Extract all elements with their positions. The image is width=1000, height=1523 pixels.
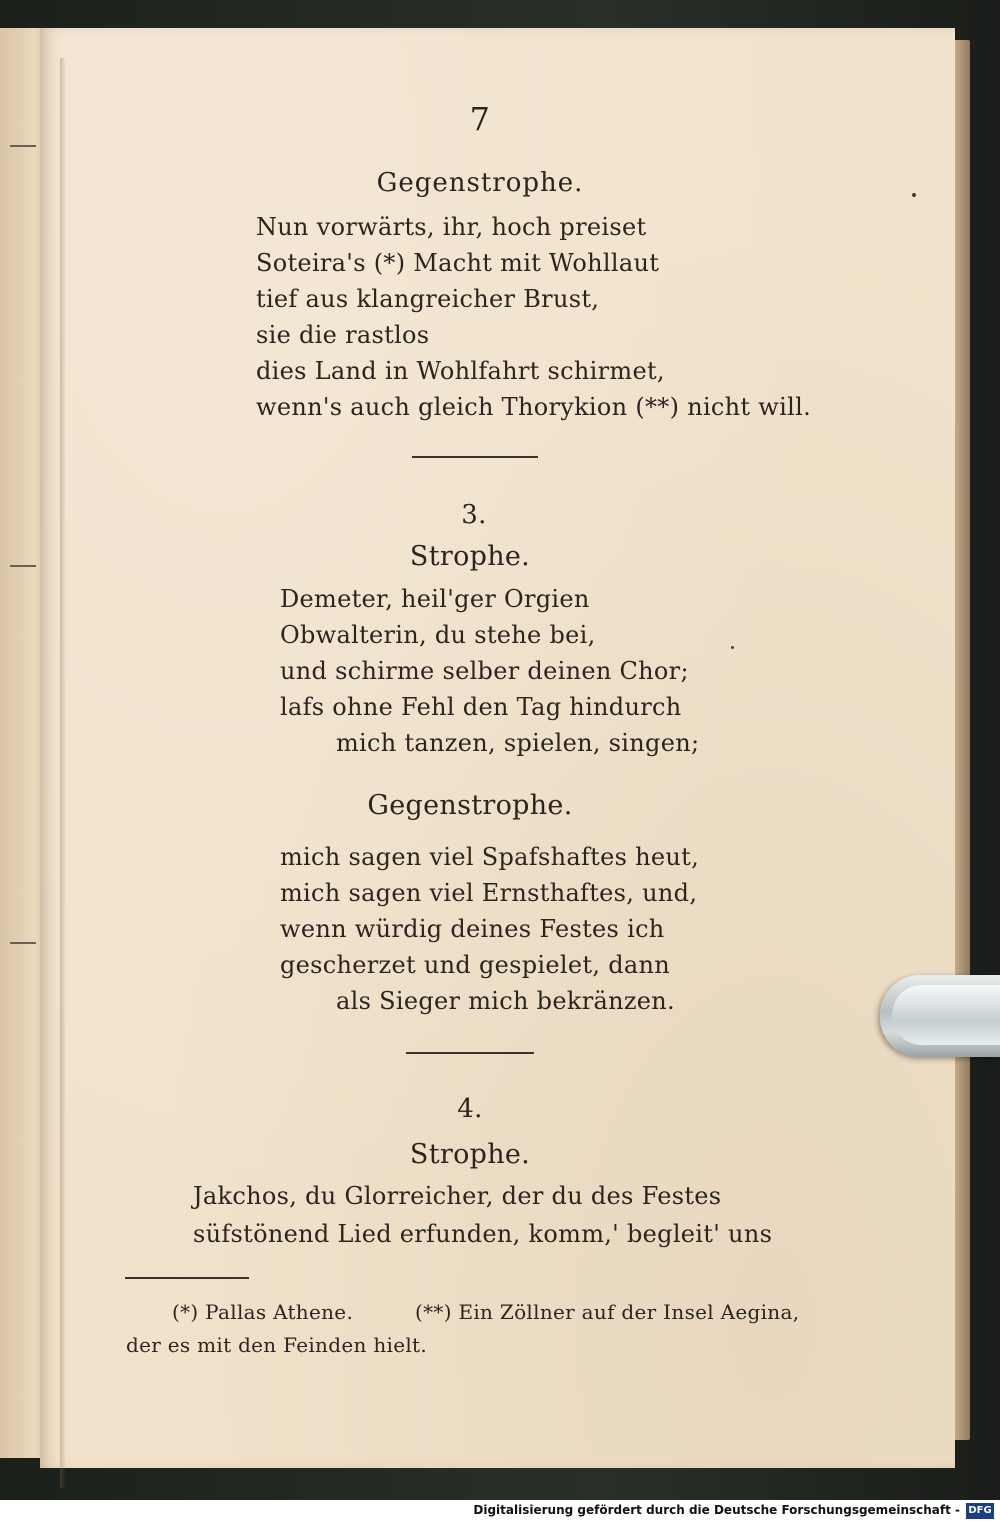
binding-gutter [60, 58, 66, 1488]
dfg-logo: DFG [966, 1503, 994, 1519]
page-number: 7 [469, 100, 491, 138]
footnote-1: (*) Pallas Athene. [172, 1300, 354, 1324]
verse-line: wenn's auch gleich Thorykion (**) nicht will. [256, 393, 811, 421]
binding-stitch [10, 942, 36, 944]
verse-line: Soteira's (*) Macht mit Wohllaut [256, 249, 660, 277]
gegenstrophe-heading: Gegenstrophe. [376, 168, 584, 198]
binding-stitch [10, 565, 36, 567]
section-number: 3. [461, 500, 487, 530]
verse-line: Jakchos, du Glorreicher, der du des Festes [193, 1182, 722, 1210]
section-divider [412, 456, 538, 458]
gegenstrophe-heading: Gegenstrophe. [367, 790, 573, 821]
verse-line: mich sagen viel Spafshaftes heut, [280, 843, 700, 871]
verse-line: und schirme selber deinen Chor; [280, 657, 689, 685]
verse-line: Obwalterin, du stehe bei, [280, 621, 596, 649]
verse-line: mich tanzen, spielen, singen; [336, 729, 700, 757]
verse-line: Demeter, heil'ger Orgien [280, 585, 590, 613]
paper-speck [912, 193, 916, 197]
footnote-rule [125, 1277, 249, 1279]
verse-line: lafs ohne Fehl den Tag hindurch [280, 693, 682, 721]
paper-speck [731, 646, 734, 649]
strophe-heading: Strophe. [409, 1139, 531, 1170]
verse-line: dies Land in Wohlfahrt schirmet, [256, 357, 665, 385]
page-clip-highlight [892, 985, 1000, 1045]
section-number: 4. [457, 1094, 483, 1124]
verse-line: gescherzet und gespielet, dann [280, 951, 670, 979]
verse-line: Nun vorwärts, ihr, hoch preiset [256, 213, 647, 241]
verse-line: süfstönend Lied erfunden, komm,' begleit' uns [193, 1220, 773, 1248]
strophe-heading: Strophe. [409, 541, 531, 572]
credit-text: Digitalisierung gefördert durch die Deutsche Forschungsgemeinschaft - [473, 1503, 960, 1517]
binding-stitch [10, 145, 36, 147]
footnote-2-continued: der es mit den Feinden hielt. [126, 1333, 428, 1357]
verse-line: als Sieger mich bekränzen. [336, 987, 675, 1015]
verse-line: sie die rastlos [256, 321, 430, 349]
footnote-2: (**) Ein Zöllner auf der Insel Aegina, [415, 1300, 800, 1324]
verse-line: wenn würdig deines Festes ich [280, 915, 665, 943]
digitization-credit-bar [0, 1500, 1000, 1523]
verse-line: mich sagen viel Ernsthaftes, und, [280, 879, 698, 907]
section-divider [406, 1052, 534, 1054]
verse-line: tief aus klangreicher Brust, [256, 285, 600, 313]
page-clip [880, 975, 1000, 1057]
